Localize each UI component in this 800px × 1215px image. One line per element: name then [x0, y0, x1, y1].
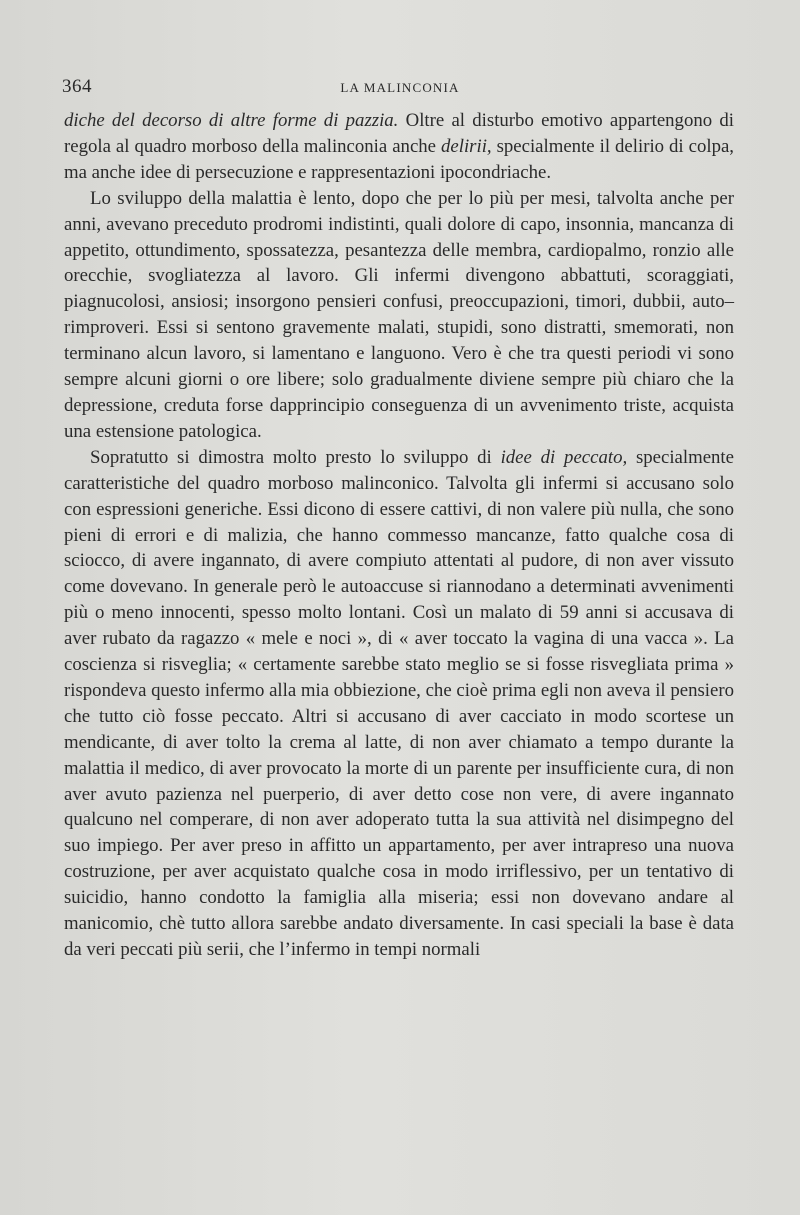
page-number: 364 [62, 76, 92, 97]
running-title: LA MALINCONIA [340, 80, 460, 95]
paragraph-1-italic-word: delirii, [441, 135, 492, 157]
paragraph-2: Lo sviluppo della malattia è lento, dopo che per lo più per mesi, talvolta anche per anni, avevano preceduto prodromi indistinti, quali dolore di capo, insonnia, mancanza di appetito, ottundimento, spossatezza, pesantezza delle membra, cardiopalmo, ronzio alle orecchie, svogliatezza al lavoro. Gli infermi divengono abbattuti, scoraggiati, piagnucolosi, ansiosi; insorgono pensieri confusi, preoccupazioni, timori, dubbii, auto–rimproveri. Essi si sentono gravemente malati, stupidi, sono distratti, smemorati, non terminano alcun lavoro, si lamentano e languono. Vero è che tra questi periodi vi sono sempre alcuni giorni o ore libere; solo gradualmente diviene sempre più chiaro che la depressione, creduta forse dapprincipio conseguenza di un avvenimento triste, acquista una estensione patologica. [64, 187, 734, 442]
page-header [62, 76, 738, 100]
paragraph-1-italic-start: diche del decorso di altre forme di pazzia. [64, 110, 399, 131]
body-text [64, 108, 734, 963]
paragraph-1-text-b: specialmente il delirio di colpa, ma anche idee di persecuzione e rappresentazioni ipocondriache. [64, 135, 735, 183]
paragraph-3 [64, 445, 734, 963]
paragraph-1-text-a: Oltre al disturbo emotivo appartengono di regola al quadro morboso della malinconia anche [64, 110, 734, 157]
paragraph-3-text-a: Sopratutto si dimostra molto presto lo sviluppo di [90, 446, 501, 468]
paragraph-3-italic: idee di peccato, [500, 446, 628, 468]
paragraph-3-text-b: specialmente caratteristiche del quadro morboso malinconico. Talvolta gli infermi si accusano solo con espressioni generiche. Essi dicono di essere cattivi, di non valere più nulla, che sono pieni di errori e di malizia, che hanno commesso mancanze, fatto qualche cosa di sciocco, di avere ingannato, di avere compiuto attentati al pudore, di non aver vissuto come dovevano. In generale però le autoaccuse si riannodano a determinati avvenimenti più o meno innocenti, spesso molto lontani. Così un malato di 59 anni si accusava di aver rubato da ragazzo « mele e noci », di « aver toccato la vagina di una vacca ». La coscienza si risveglia; « certamente sarebbe stato meglio se si fosse risvegliata prima » rispondeva questo infermo alla mia obbiezione, che cioè prima egli non aveva il pensiero che tutto ciò fosse peccato. Altri si accusano di aver cacciato in modo scortese un mendicante, di aver tolto la crema al latte, di non aver chiamato a tempo durante la malattia il medico, di aver provocato la morte di un parente per insufficiente cura, di non aver avuto pazienza nel puerperio, di aver detto cose non vere, di avere ingannato qualcuno nel comperare, di non aver adoperato tutta la sua attività nel disimpegno del suo impiego. Per aver preso in affitto un appartamento, per aver intrapreso una nuova costruzione, per aver acquistato qualche cosa in modo irriflessivo, per un tentativo di suicidio, hanno condotto la famiglia alla miseria; essi non dovevano andare al manicomio, chè tutto allora sarebbe andato diversamente. In casi speciali la base è data da veri peccati più serii, che l’infermo in tempi normali [64, 446, 734, 960]
paragraph-1 [64, 108, 734, 186]
